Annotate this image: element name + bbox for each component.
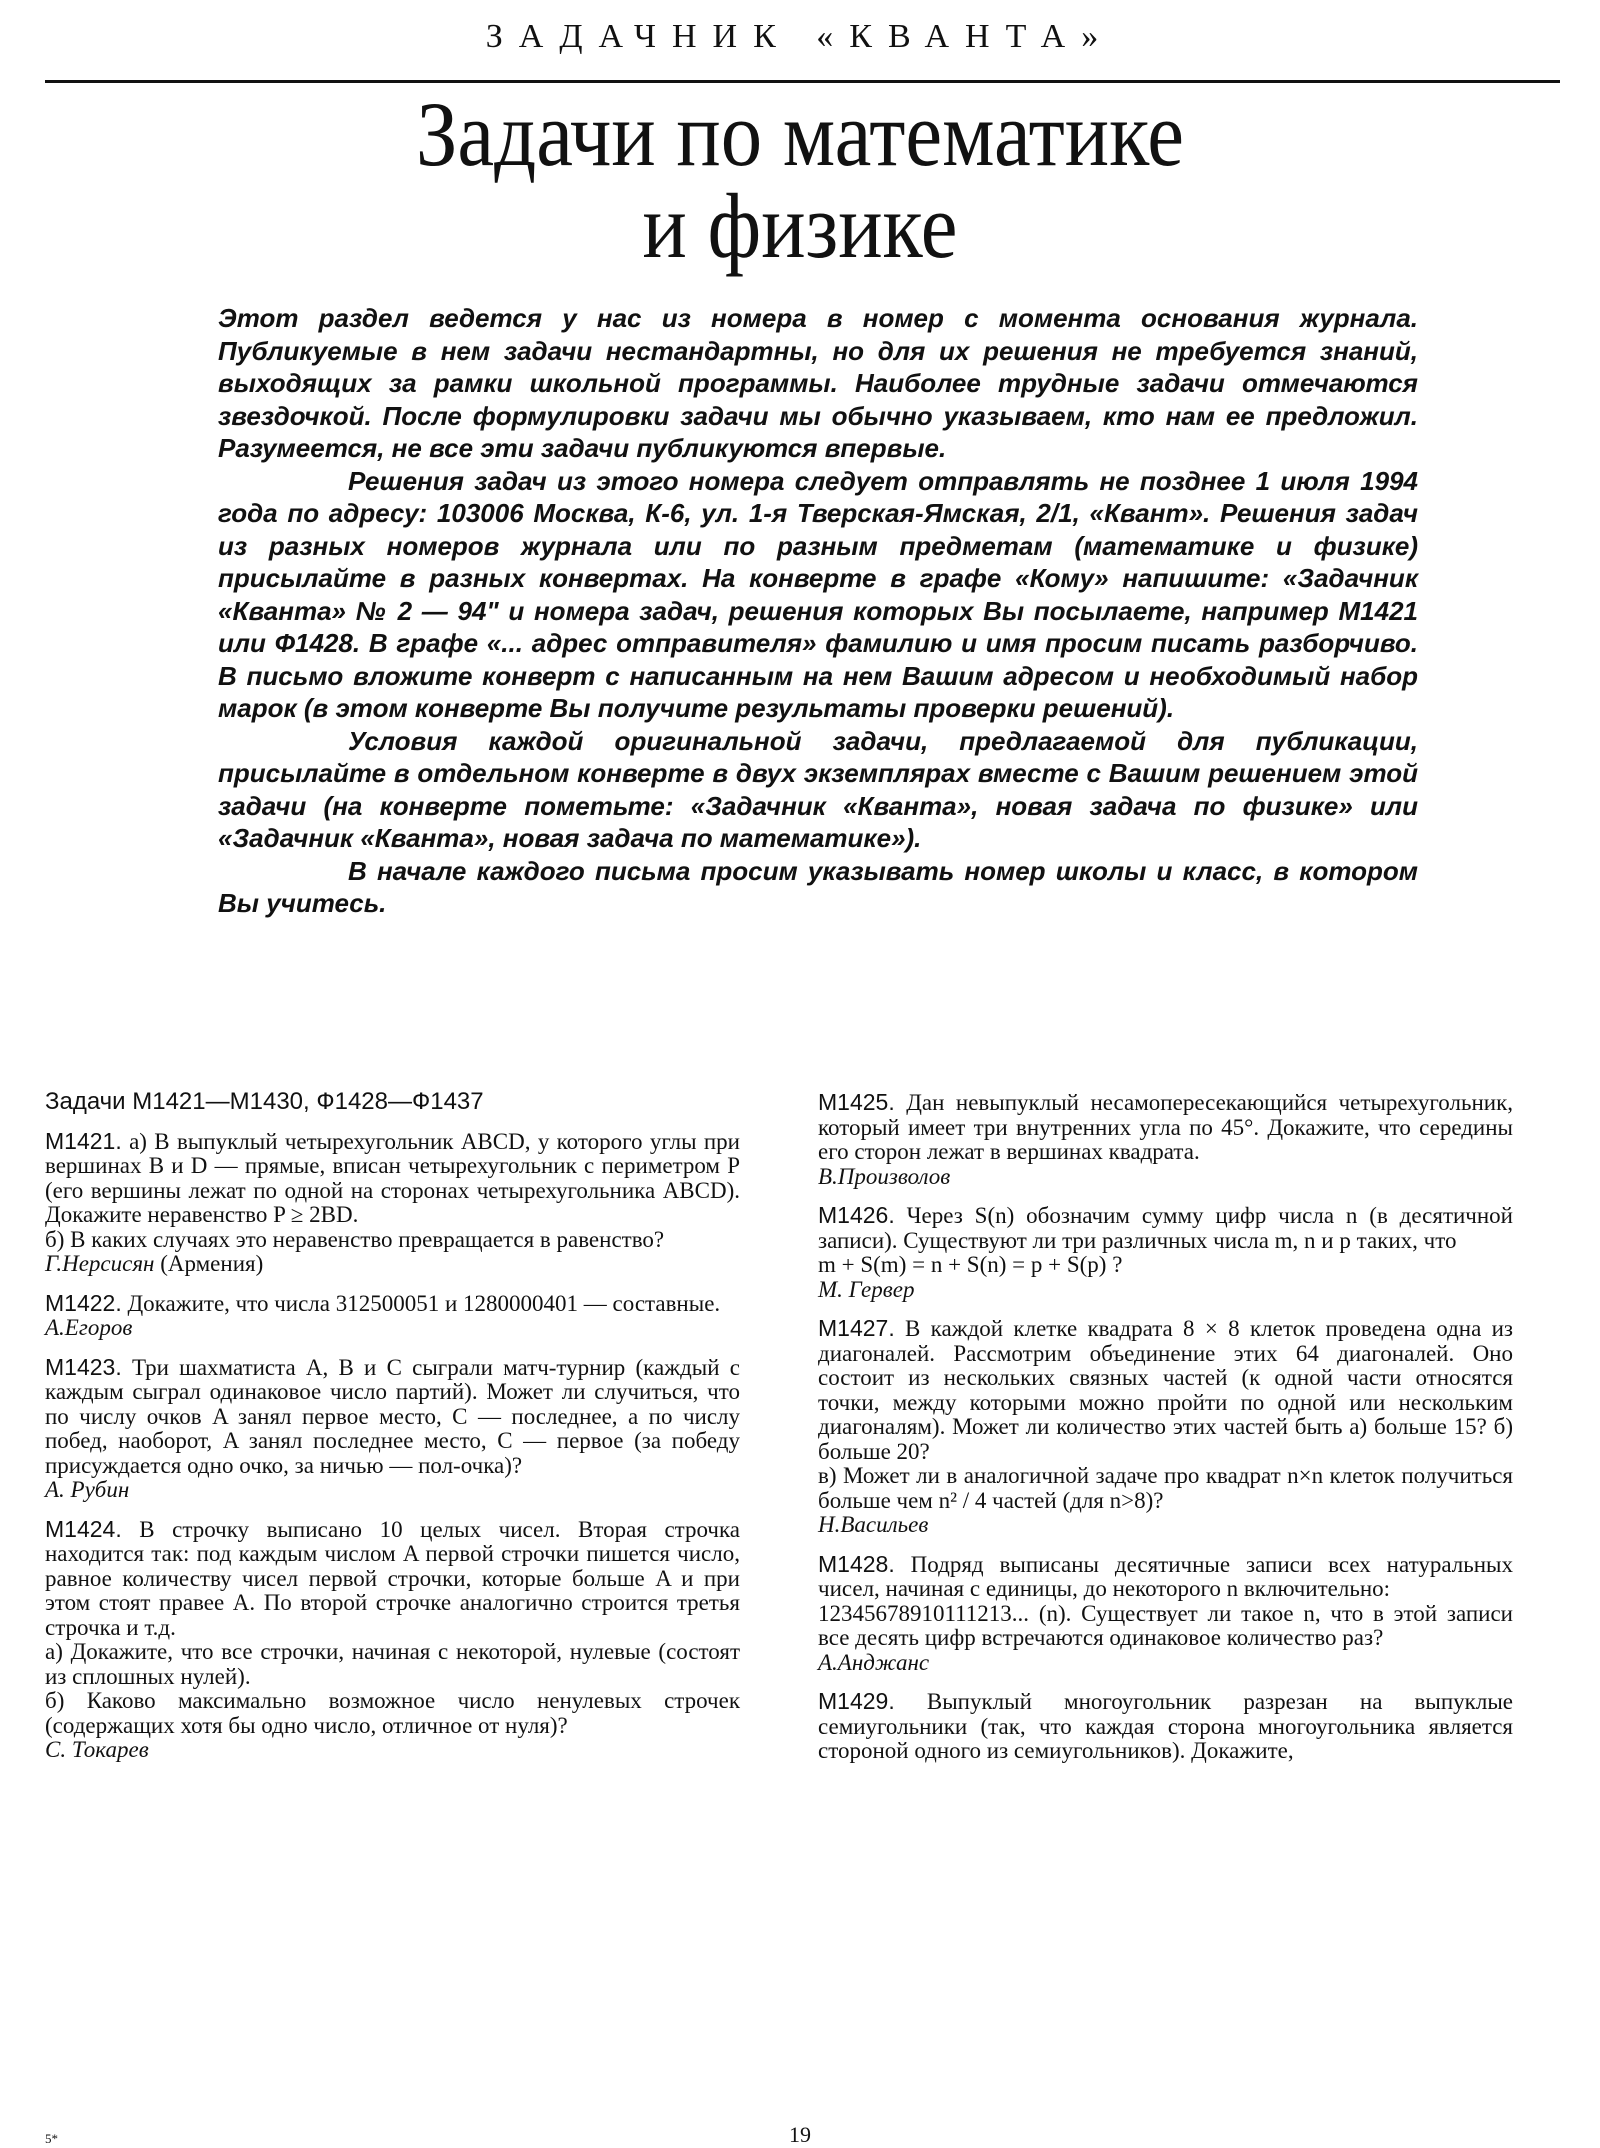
problem-number: М1424. — [45, 1515, 122, 1542]
problem-item — [45, 1291, 740, 1341]
problems-heading: Задачи М1421—М1430, Ф1428—Ф1437 — [45, 1088, 484, 1115]
problems-column-left — [45, 1090, 740, 1777]
problem-number: М1429. — [818, 1688, 895, 1714]
author-note: (Армения) — [154, 1251, 264, 1276]
intro-paragraph: В начале каждого письма просим указывать номер школы и класс, в котором Вы учитесь. — [218, 855, 1418, 918]
author-name: Н.Васильев — [818, 1512, 929, 1537]
problem-author — [818, 1165, 1513, 1190]
problem-number: М1428. — [818, 1550, 895, 1577]
problem-text: Выпуклый многоугольник разрезан на выпуклые семиугольники (так, что каждая сторона многоугольника является стороной одного из семиугольников). Докажите, — [818, 1689, 1513, 1763]
problem-author — [818, 1278, 1513, 1303]
author-name: Г.Нерсисян — [45, 1251, 155, 1276]
intro-text — [218, 302, 1418, 920]
author-name: А.Анджанс — [818, 1649, 930, 1675]
problem-text: Докажите, что числа 312500051 и 1280000401 — составные. — [121, 1290, 721, 1316]
footer-signature-mark: 5* — [45, 2131, 58, 2146]
problem-text: Через S(n) обозначим сумму цифр числа n (в десятичной записи). Существуют ли три различных числа m, n и p таких, что m + S(m) = n + S(n) = p + S(p) ? — [818, 1203, 1513, 1277]
page-title-line-1: Задачи по математике — [415, 83, 1185, 185]
problem-author — [818, 1513, 1513, 1538]
problem-text: Три шахматиста A, B и C сыграли матч-турнир (каждый с каждым сыграл одинаковое число партий). Может ли случиться, что по числу очков A занял первое место, C — последнее, а по числу побед, наоборот, A занял последнее место, C — первое (за победу присуждается одно очко, за ничью — пол-очка)? — [45, 1354, 740, 1478]
problem-number: М1426. — [818, 1202, 895, 1228]
problem-text: Дан невыпуклый несамопересекающийся четырехугольник, который имеет три внутренних угла по 45°. Докажите, что середины его сторон лежат в вершинах квадрата. — [818, 1090, 1513, 1164]
problem-item — [45, 1355, 740, 1503]
problem-author — [818, 1651, 1513, 1676]
problem-author — [45, 1738, 740, 1763]
problem-item — [818, 1689, 1513, 1764]
problem-number: М1425. — [818, 1089, 895, 1115]
author-name: А. Рубин — [45, 1477, 130, 1502]
problem-item — [818, 1316, 1513, 1538]
problem-author — [45, 1316, 740, 1341]
page-title — [80, 83, 1520, 277]
problem-item — [818, 1203, 1513, 1302]
section-header: ЗАДАЧНИК «КВАНТА» — [485, 18, 1115, 55]
problem-text: Подряд выписаны десятичные записи всех натуральных чисел, начиная с единицы, до некоторого n включительно: 12345678910111213... (n). Существует ли такое n, что в этой записи все десять цифр встречаются одинаковое количество раз? — [818, 1551, 1513, 1650]
problem-item — [45, 1129, 740, 1277]
problem-number: М1427. — [818, 1315, 895, 1341]
intro-paragraph: Этот раздел ведется у нас из номера в номер с момента основания журнала. Публикуемые в нем задачи нестандартны, но для их решения не требуется знаний, выходящих за рамки школьной программы. Наиболее трудные задачи отмечаются звездочкой. После формулировки задачи мы обычно указываем, кто нам ее предложил. Разумеется, не все эти задачи публикуются впервые. — [218, 303, 1418, 463]
problem-number: М1423. — [45, 1353, 122, 1380]
author-name: В.Произволов — [818, 1163, 951, 1189]
page-title-line-2: и физике — [642, 175, 958, 277]
problems-column-right — [818, 1090, 1513, 1778]
problem-number: М1421. — [45, 1127, 122, 1154]
author-name: А.Егоров — [45, 1315, 133, 1340]
author-name: М. Гервер — [818, 1276, 915, 1302]
problem-author — [45, 1252, 740, 1277]
problem-author — [45, 1478, 740, 1503]
page-number: 19 — [789, 2122, 811, 2147]
problem-number: М1422. — [45, 1289, 122, 1316]
problem-item — [818, 1552, 1513, 1676]
problem-item — [45, 1517, 740, 1763]
intro-paragraph: Условия каждой оригинальной задачи, предлагаемой для публикации, присылайте в отдельном конверте в двух экземплярах вместе с Вашим решением этой задачи (на конверте пометьте: «Задачник «Кванта», новая задача по физике» или «Задачник «Кванта», новая задача по математике»). — [218, 725, 1418, 853]
author-name: С. Токарев — [45, 1737, 149, 1762]
problem-text: а) В выпуклый четырехугольник ABCD, у которого углы при вершинах B и D — прямые, вписан четырехугольник с периметром P (его вершины лежат по одной на сторонах четырехугольника ABCD). Докажите неравенство P ≥ 2BD. б) В каких случаях это неравенство превращается в равенство? — [45, 1128, 740, 1252]
problem-text: В строчку выписано 10 целых чисел. Вторая строчка находится так: под каждым числом A первой строчки пишется число, равное количеству чисел первой строчки, которые больше A и при этом стоят правее A. По второй строчке аналогично строится третья строчка и т.д. а) Докажите, что все строчки, начиная с некоторой, нулевые (состоят из сплошных нулей). б) Каково максимально возможное число ненулевых строчек (содержащих хотя бы одно число, отличное от нуля)? — [45, 1516, 740, 1738]
intro-paragraph: Решения задач из этого номера следует отправлять не позднее 1 июля 1994 года по адресу: 103006 Москва, К-6, ул. 1-я Тверская-Ямская, 2/1, «Квант». Решения задач из разных номеров журнала или по разным предметам (математике и физике) присылайте в разных конвертах. На конверте в графе «Кому» напишите: «Задачник «Кванта» № 2 — 94" и номера задач, решения которых Вы посылаете, например М1421 или Ф1428. В графе «... адрес отправителя» фамилию и имя просим писать разборчиво. В письмо вложите конверт с написанным на нем Вашим адресом и необходимый набор марок (в этом конверте Вы получите результаты проверки решений). — [218, 465, 1418, 723]
problem-text: В каждой клетке квадрата 8 × 8 клеток проведена одна из диагоналей. Рассмотрим объединение этих 64 диагоналей. Оно состоит из нескольких связных частей (к одной части относятся точки, между которыми можно пройти по одной или нескольким диагоналям). Может ли количество этих частей быть а) больше 15? б) больше 20? в) Может ли в аналогичной задаче про квадрат n×n клеток получиться больше чем n² / 4 частей (для n>8)? — [818, 1316, 1513, 1513]
problem-item — [818, 1090, 1513, 1189]
